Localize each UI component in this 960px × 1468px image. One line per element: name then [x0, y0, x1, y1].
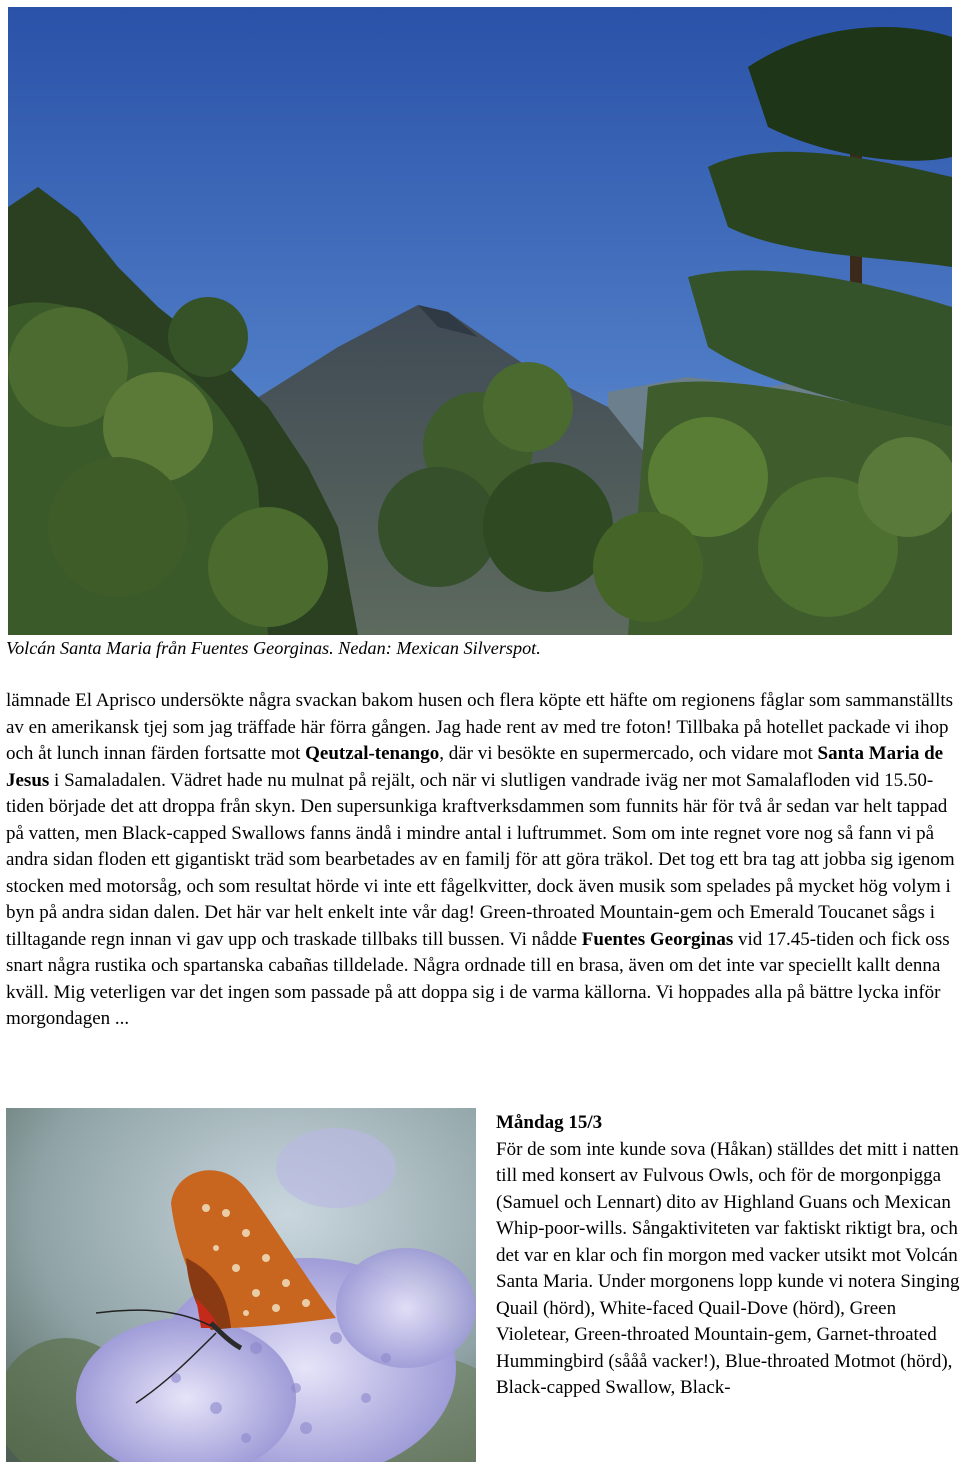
day-heading: Måndag 15/3 — [496, 1112, 603, 1133]
day-paragraph: För de som inte kunde sova (Håkan) ställdes det mitt i natten till med konsert av Fulvous Owls, och för de morgonpigga (Samuel och Lennart) dito av Highland Guans och Mexican Whip-poor-wills. Sångaktiviteten var faktiskt riktigt bra, och det var en klar och fin morgon med vacker utsikt mot Volcán Santa Maria. Under morgonens lopp kunde vi notera Singing Quail (hörd), White-faced Quail-Dove (hörd), Green Violetear, Green-throated Mountain-gem, Garnet-throated Hummingbird (sååå vacker!), Blue-throated Motmot (hörd), Black-capped Swallow, Black- — [496, 1138, 960, 1398]
place-name: Fuentes Georginas — [581, 928, 734, 950]
photo-caption: Volcán Santa Maria från Fuentes Georginas. Nedan: Mexican Silverspot. — [6, 638, 541, 658]
day-section — [496, 1110, 960, 1402]
place-name: Santa Maria de Jesus — [6, 743, 944, 791]
place-name: Qeutzal-tenango — [305, 743, 440, 764]
butterfly-photo — [6, 1108, 476, 1462]
body-paragraph: lämnade El Aprisco undersökte några svackan bakom husen och flera köpte ett häfte om regionens fåglar som sammanställts av en amerikansk tjej som jag träffade här förra gången. Jag hade rent av med tre foton! Tillbaka på hotellet packade vi ihop och åt lunch innan färden fortsatte mot Qeutzal-tenango, där vi besökte en supermercado, och vidare mot Santa Maria de Jesus i Samaladalen. Vädret hade nu mulnat på rejält, och när vi slutligen vandrade iväg ner mot Samalafloden vid 15.50-tiden började det att droppa från skyn. Den supersunkiga kraftverksdammen som funnits här för två år sedan var helt tappad på vatten, men Black-capped Swallows fanns ändå i mindre antal i luftrummet. Som om inte regnet vore nog så fann vi på andra sidan floden ett gigantiskt träd som bearbetades av en familj för att göra träkol. Det tog ett bra tag att jobba sig igenom stocken med motorsåg, och som resultat hörde vi inte ett fågelkvitter, dock även musik som spelades på mycket hög volym i byn på andra sidan dalen. Det här var helt enkelt inte vår dag! Green-throated Mountain-gem och Emerald Toucanet sågs i tilltagande regn innan vi gav upp och traskade tillbaks till bussen. Vi nådde Fuentes Georginas vid 17.45-tiden och fick oss snart några rustika och spartanska cabañas tilldelade. Några ordnade till en brasa, även om det inte var speciellt kallt denna kväll. Mig veterligen var det ingen som passade på att doppa sig i de varma källorna. Vi hoppades alla på bättre lycka inför morgondagen ... — [6, 690, 955, 1029]
volcano-photo — [8, 7, 952, 635]
